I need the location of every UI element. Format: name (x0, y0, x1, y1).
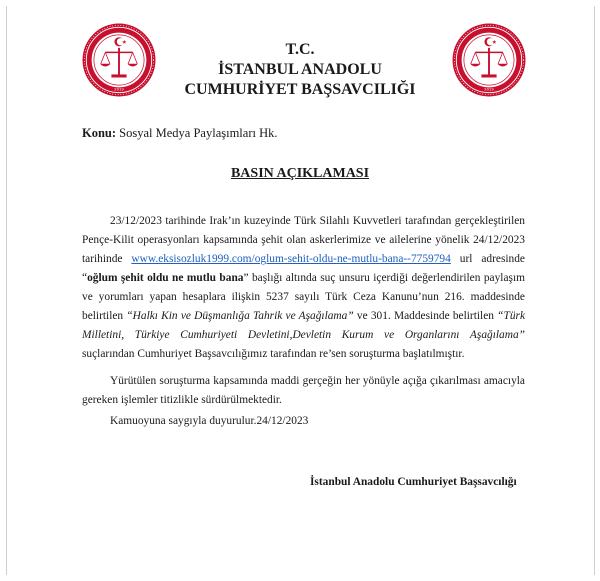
closing-line: Kamuoyuna saygıyla duyurulur.24/12/2023 (110, 415, 309, 427)
signature: İstanbul Anadolu Cumhuriyet Başsavcılığı (310, 476, 517, 488)
paragraph-1-text-a: 23/12/2023 tarihinde Irak’ın kuzeyinde Türk Silahlı Kuvvetleri tarafından gerçekleştirilen Pençe-Kilit operasyonları kapsamında şehit olan askerlerimize ve ailelerine yönelik 24/12/2023 tarihinde (82, 215, 525, 265)
subject-line (82, 126, 278, 141)
statement-body (82, 212, 525, 431)
document-title: BASIN AÇIKLAMASI (230, 166, 370, 181)
crime-name-2: “Türk Milletini, Türkiye Cumhuriyeti Devletini,Devletin Kurum ve Organlarını Aşağılama” (82, 310, 526, 341)
crime-name-1: “Halkı Kin ve Düşmanlığa Tahrik ve Aşağılama” (126, 310, 354, 322)
paragraph-1-text-d: ve 301. Maddesinde belirtilen (353, 310, 498, 322)
seal-year-right: 2019 (484, 86, 494, 92)
letterhead (0, 40, 600, 100)
source-url-link[interactable]: www.eksisozluk1999.com/oglum-sehit-oldu-ne-mutlu-bana--7759794 (131, 253, 451, 265)
paragraph-2: Yürütülen soruşturma kapsamında maddi gerçeğin her yönüyle açığa çıkarılması amacıyla gereken işlemler titizlikle sürdürülmektedir. (82, 375, 525, 406)
paragraph-1-text-b: url adresinde “ (82, 253, 525, 284)
paragraph-1-text-e: suçlarından Cumhuriyet Başsavcılığımız tarafından re’sen soruşturma başlatılmıştır. (82, 348, 465, 360)
letterhead-line-1: T.C. (285, 41, 315, 58)
seal-year-left: 2019 (114, 86, 124, 92)
paragraph-1 (82, 212, 525, 364)
subject-label: Konu: (82, 126, 117, 140)
paragraph-1-text-c: ” başlığı altında suç unsuru içerdiği değerlendirilen paylaşım ve yorumları yapan hesaplara ilişkin 5237 sayılı Türk Ceza Kanunu’nun 216. maddesinde belirtilen (82, 272, 525, 322)
letterhead-line-3: CUMHURİYET BAŞSAVCILIĞI (184, 81, 416, 98)
subject-value: Sosyal Medya Paylaşımları Hk. (119, 126, 278, 140)
letterhead-line-2: İSTANBUL ANADOLU (218, 61, 382, 78)
post-title: oğlum şehit oldu ne mutlu bana (87, 272, 244, 284)
